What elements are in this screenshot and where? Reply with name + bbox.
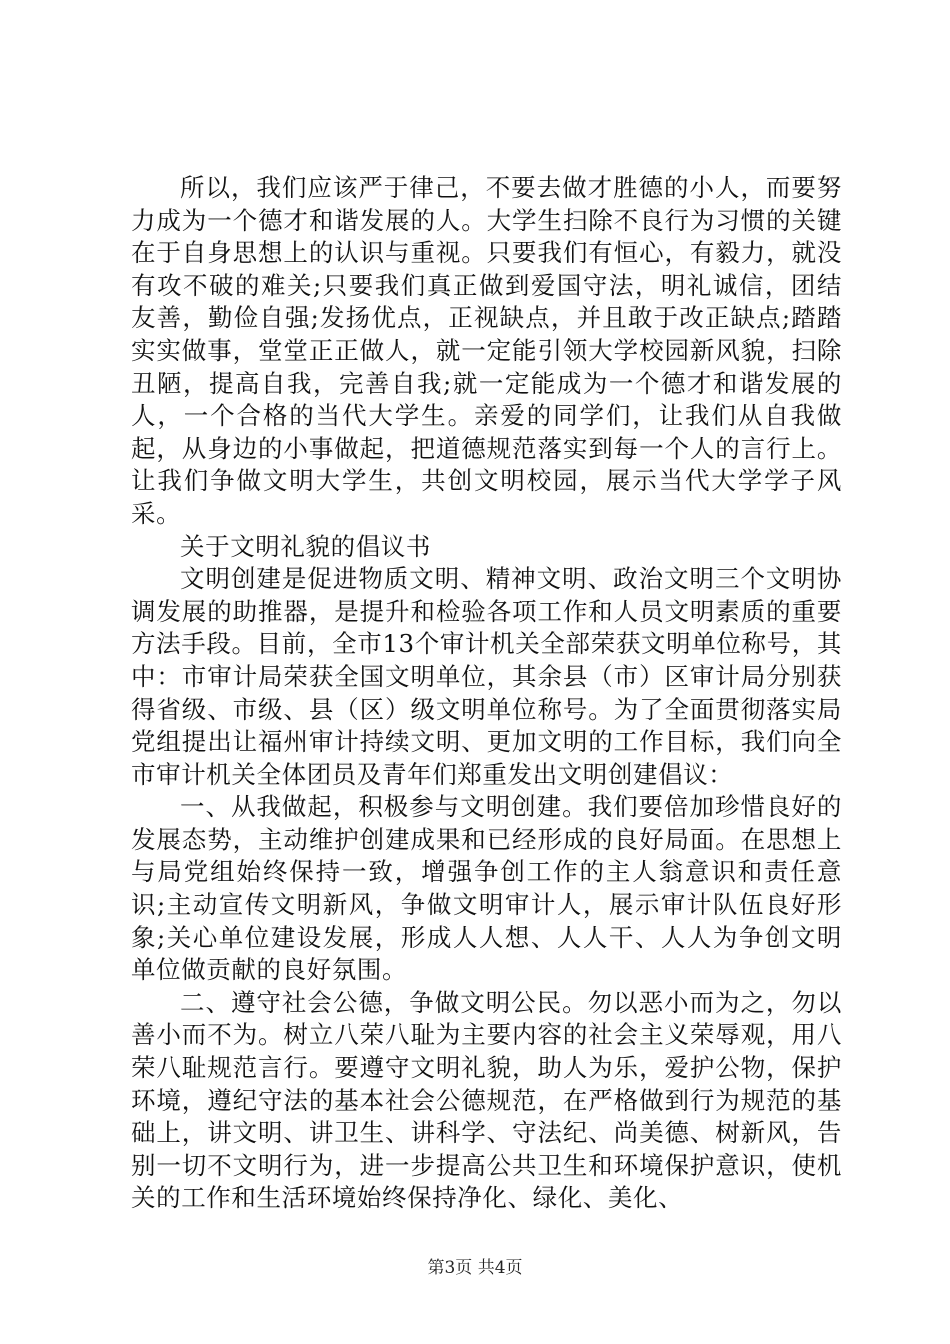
paragraph-conclusion: 所以，我们应该严于律己，不要去做才胜德的小人，而要努力成为一个德才和谐发展的人。大学生扫除不良行为习惯的关键在于自身思想上的认识与重视。只要我们有恒心，有毅力，就没有攻不破的难关;只要我们真正做到爱国守法，明礼诚信，团结友善，勤俭自强;发扬优点，正视缺点，并且敢于改正缺点;踏踏实实做事，堂堂正正做人，就一定能引领大学校园新风貌，扫除丑陋，提高自我，完善自我;就一定能成为一个德才和谐发展的人，一个合格的当代大学生。亲爱的同学们，让我们从自我做起，从身边的小事做起，把道德规范落实到每一个人的言行上。让我们争做文明大学生，共创文明校园，展示当代大学学子风采。	[131, 173, 842, 528]
page-number-label: 第3页 共4页	[427, 1258, 523, 1278]
document-body	[131, 172, 842, 1215]
paragraph-point-2: 二、遵守社会公德，争做文明公民。勿以恶小而为之，勿以善小而不为。树立八荣八耻为主要内容的社会主义荣辱观，用八荣八耻规范言行。要遵守文明礼貌，助人为乐，爱护公物，保护环境，遵纪守法的基本社会公德规范，在严格做到行为规范的基础上，讲文明、讲卫生、讲科学、守法纪、尚美德、树新风，告别一切不文明行为，进一步提高公共卫生和环境保护意识，使机关的工作和生活环境始终保持净化、绿化、美化、	[131, 987, 842, 1213]
paragraph-point-1: 一、从我做起，积极参与文明创建。我们要倍加珍惜良好的发展态势，主动维护创建成果和已经形成的良好局面。在思想上与局党组始终保持一致，增强争创工作的主人翁意识和责任意识;主动宣传文明新风，争做文明审计人，展示审计队伍良好形象;关心单位建设发展，形成人人想、人人干、人人为争创文明单位做贡献的良好氛围。	[131, 792, 842, 985]
document-title: 关于文明礼貌的倡议书	[180, 531, 431, 561]
page-footer	[0, 1253, 950, 1278]
paragraph-intro: 文明创建是促进物质文明、精神文明、政治文明三个文明协调发展的助推器，是提升和检验各项工作和人员文明素质的重要方法手段。目前，全市13个审计机关全部荣获文明单位称号，其中：市审计局荣获全国文明单位，其余县（市）区审计局分别获得省级、市级、县（区）级文明单位称号。为了全面贯彻落实局党组提出让福州审计持续文明、更加文明的工作目标，我们向全市审计机关全体团员及青年们郑重发出文明创建倡议：	[131, 564, 842, 789]
